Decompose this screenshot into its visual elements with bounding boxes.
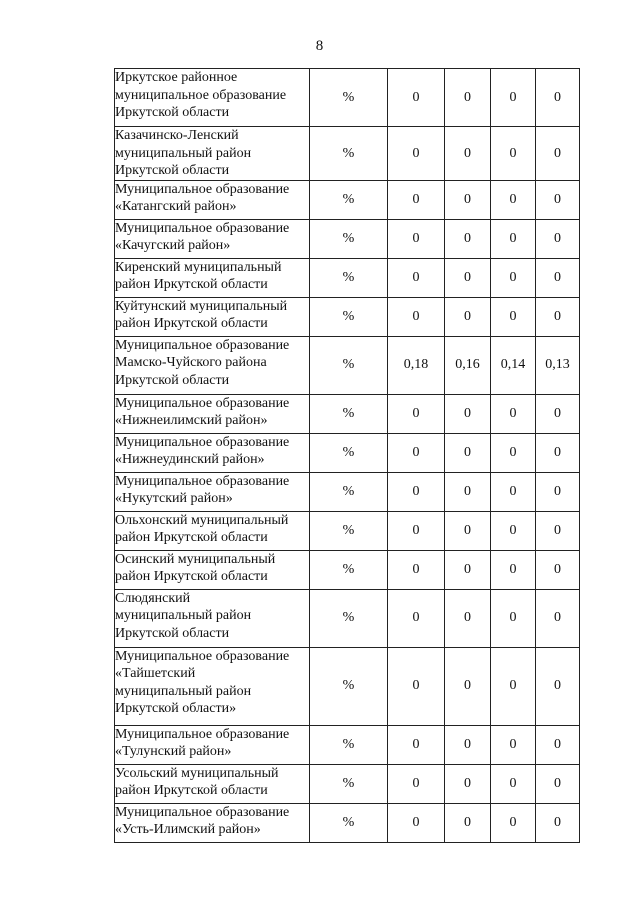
- value-cell-year-3: 0: [491, 433, 536, 472]
- municipality-name-cell: [115, 127, 310, 181]
- municipality-name-cell: [115, 394, 310, 433]
- municipality-name-line: Киренский муниципальный: [115, 259, 282, 275]
- municipality-name-line: район Иркутской области: [115, 316, 268, 331]
- value-cell-year-1: 0: [388, 127, 445, 181]
- value-cell-year-3: 0: [491, 725, 536, 764]
- municipality-name-line: «Тулунский район»: [115, 744, 232, 759]
- municipality-name-cell: [115, 336, 310, 394]
- unit-cell: %: [310, 725, 388, 764]
- table-row: [115, 589, 580, 647]
- table-row: [115, 69, 580, 127]
- unit-cell: %: [310, 394, 388, 433]
- municipality-name-line: «Нукутский район»: [115, 491, 233, 506]
- municipality-name-cell: [115, 297, 310, 336]
- table-row: [115, 394, 580, 433]
- table-row: [115, 803, 580, 842]
- municipality-name-line: Иркутской области: [115, 163, 230, 178]
- value-cell-year-1: 0: [388, 550, 445, 589]
- unit-cell: %: [310, 219, 388, 258]
- municipality-name-line: «Тайшетский: [115, 666, 196, 681]
- municipality-name-line: муниципальный район: [115, 683, 252, 699]
- value-cell-year-3: 0: [491, 511, 536, 550]
- value-cell-year-2: 0: [445, 764, 491, 803]
- municipality-name-cell: [115, 764, 310, 803]
- municipality-name-line: «Нижнеилимский район»: [115, 413, 268, 428]
- municipality-name-line: Иркутской области»: [115, 701, 237, 716]
- unit-cell: %: [310, 511, 388, 550]
- value-cell-year-1: 0: [388, 764, 445, 803]
- table-body: [115, 69, 580, 843]
- municipality-name-line: Иркутской области: [115, 105, 230, 120]
- table-row: [115, 219, 580, 258]
- municipality-name-line: Иркутской области: [115, 625, 230, 641]
- table-row: [115, 511, 580, 550]
- municipality-name-line: «Нижнеудинский район»: [115, 452, 265, 467]
- value-cell-year-3: 0: [491, 69, 536, 127]
- value-cell-year-3: 0: [491, 550, 536, 589]
- municipality-name-line: Муниципальное образование: [115, 804, 290, 820]
- value-cell-year-3: 0,14: [491, 336, 536, 394]
- value-cell-year-3: 0: [491, 297, 536, 336]
- value-cell-year-4: 0: [536, 69, 580, 127]
- municipality-name-line: «Катангский район»: [115, 199, 237, 214]
- municipality-name-cell: [115, 550, 310, 589]
- value-cell-year-1: 0: [388, 180, 445, 219]
- municipality-name-line: «Качугский район»: [115, 238, 231, 253]
- value-cell-year-4: 0: [536, 297, 580, 336]
- value-cell-year-2: 0: [445, 725, 491, 764]
- municipality-name-line: муниципальное образование: [115, 87, 287, 103]
- municipality-name-line: Муниципальное образование: [115, 337, 290, 353]
- municipality-name-line: муниципальный район: [115, 608, 252, 623]
- table-row: [115, 127, 580, 181]
- municipality-name-line: Муниципальное образование: [115, 395, 290, 411]
- municipality-name-cell: [115, 433, 310, 472]
- value-cell-year-3: 0: [491, 647, 536, 725]
- value-cell-year-4: 0: [536, 764, 580, 803]
- value-cell-year-1: 0: [388, 433, 445, 472]
- municipality-name-cell: [115, 472, 310, 511]
- municipality-name-line: Муниципальное образование: [115, 726, 290, 742]
- value-cell-year-4: 0: [536, 803, 580, 842]
- unit-cell: %: [310, 258, 388, 297]
- unit-cell: %: [310, 127, 388, 181]
- value-cell-year-2: 0: [445, 472, 491, 511]
- value-cell-year-3: 0: [491, 764, 536, 803]
- value-cell-year-3: 0: [491, 258, 536, 297]
- value-cell-year-3: 0: [491, 472, 536, 511]
- municipality-name-line: Муниципальное образование: [115, 434, 290, 450]
- value-cell-year-4: 0: [536, 472, 580, 511]
- unit-cell: %: [310, 589, 388, 647]
- value-cell-year-3: 0: [491, 394, 536, 433]
- value-cell-year-1: 0: [388, 647, 445, 725]
- municipality-name-line: Казачинско-Ленский: [115, 128, 239, 143]
- value-cell-year-4: 0: [536, 511, 580, 550]
- municipality-name-cell: [115, 511, 310, 550]
- value-cell-year-1: 0: [388, 589, 445, 647]
- table-row: [115, 258, 580, 297]
- value-cell-year-3: 0: [491, 127, 536, 181]
- municipality-name-cell: [115, 725, 310, 764]
- table-row: [115, 297, 580, 336]
- municipality-name-line: Усольский муниципальный: [115, 765, 279, 781]
- value-cell-year-1: 0: [388, 258, 445, 297]
- value-cell-year-2: 0: [445, 589, 491, 647]
- value-cell-year-4: 0: [536, 394, 580, 433]
- table-row: [115, 472, 580, 511]
- value-cell-year-1: 0: [388, 803, 445, 842]
- value-cell-year-1: 0: [388, 219, 445, 258]
- municipality-name-line: Слюдянский: [115, 590, 191, 606]
- value-cell-year-2: 0,16: [445, 336, 491, 394]
- unit-cell: %: [310, 297, 388, 336]
- data-table: [114, 68, 580, 843]
- value-cell-year-4: 0: [536, 180, 580, 219]
- value-cell-year-1: 0: [388, 297, 445, 336]
- municipality-name-cell: [115, 803, 310, 842]
- value-cell-year-4: 0: [536, 647, 580, 725]
- value-cell-year-3: 0: [491, 180, 536, 219]
- municipality-name-line: Муниципальное образование: [115, 220, 290, 236]
- value-cell-year-2: 0: [445, 803, 491, 842]
- value-cell-year-2: 0: [445, 511, 491, 550]
- page-number: 8: [315, 38, 324, 54]
- value-cell-year-1: 0: [388, 511, 445, 550]
- value-cell-year-4: 0: [536, 725, 580, 764]
- table-row: [115, 180, 580, 219]
- table-row: [115, 433, 580, 472]
- unit-cell: %: [310, 764, 388, 803]
- value-cell-year-3: 0: [491, 219, 536, 258]
- value-cell-year-1: 0: [388, 69, 445, 127]
- value-cell-year-3: 0: [491, 589, 536, 647]
- table-row: [115, 764, 580, 803]
- municipality-name-line: Иркутской области: [115, 372, 230, 388]
- municipality-name-cell: [115, 647, 310, 725]
- unit-cell: %: [310, 336, 388, 394]
- unit-cell: %: [310, 550, 388, 589]
- municipality-name-line: Мамско-Чуйского района: [115, 355, 267, 370]
- unit-cell: %: [310, 433, 388, 472]
- value-cell-year-4: 0: [536, 550, 580, 589]
- municipality-name-line: Муниципальное образование: [115, 648, 290, 664]
- municipality-name-line: район Иркутской области: [115, 569, 268, 584]
- municipality-name-cell: [115, 258, 310, 297]
- unit-cell: %: [310, 69, 388, 127]
- value-cell-year-4: 0: [536, 219, 580, 258]
- value-cell-year-4: 0: [536, 589, 580, 647]
- table-row: [115, 336, 580, 394]
- unit-cell: %: [310, 472, 388, 511]
- value-cell-year-2: 0: [445, 647, 491, 725]
- municipality-name-line: Муниципальное образование: [115, 473, 290, 489]
- value-cell-year-2: 0: [445, 69, 491, 127]
- municipality-name-line: район Иркутской области: [115, 530, 268, 545]
- table-row: [115, 725, 580, 764]
- municipality-name-line: Муниципальное образование: [115, 181, 290, 197]
- table-row: [115, 550, 580, 589]
- municipality-name-cell: [115, 219, 310, 258]
- municipality-name-line: муниципальный район: [115, 145, 252, 161]
- value-cell-year-1: 0: [388, 394, 445, 433]
- value-cell-year-2: 0: [445, 180, 491, 219]
- value-cell-year-4: 0: [536, 433, 580, 472]
- value-cell-year-2: 0: [445, 394, 491, 433]
- municipality-name-cell: [115, 69, 310, 127]
- unit-cell: %: [310, 647, 388, 725]
- value-cell-year-2: 0: [445, 297, 491, 336]
- municipality-name-cell: [115, 180, 310, 219]
- unit-cell: %: [310, 803, 388, 842]
- municipality-name-line: Осинский муниципальный: [115, 551, 276, 567]
- municipality-name-line: Ольхонский муниципальный: [115, 512, 289, 528]
- value-cell-year-2: 0: [445, 219, 491, 258]
- municipality-name-line: Куйтунский муниципальный: [115, 298, 288, 314]
- municipality-name-line: район Иркутской области: [115, 277, 268, 292]
- table-row: [115, 647, 580, 725]
- value-cell-year-4: 0,13: [536, 336, 580, 394]
- value-cell-year-1: 0,18: [388, 336, 445, 394]
- municipality-name-line: район Иркутской области: [115, 783, 268, 798]
- value-cell-year-2: 0: [445, 433, 491, 472]
- value-cell-year-2: 0: [445, 258, 491, 297]
- municipality-name-cell: [115, 589, 310, 647]
- value-cell-year-4: 0: [536, 258, 580, 297]
- municipality-name-line: Иркутское районное: [115, 70, 238, 85]
- value-cell-year-2: 0: [445, 550, 491, 589]
- value-cell-year-2: 0: [445, 127, 491, 181]
- municipality-name-line: «Усть-Илимский район»: [115, 822, 261, 837]
- unit-cell: %: [310, 180, 388, 219]
- value-cell-year-4: 0: [536, 127, 580, 181]
- value-cell-year-3: 0: [491, 803, 536, 842]
- value-cell-year-1: 0: [388, 725, 445, 764]
- value-cell-year-1: 0: [388, 472, 445, 511]
